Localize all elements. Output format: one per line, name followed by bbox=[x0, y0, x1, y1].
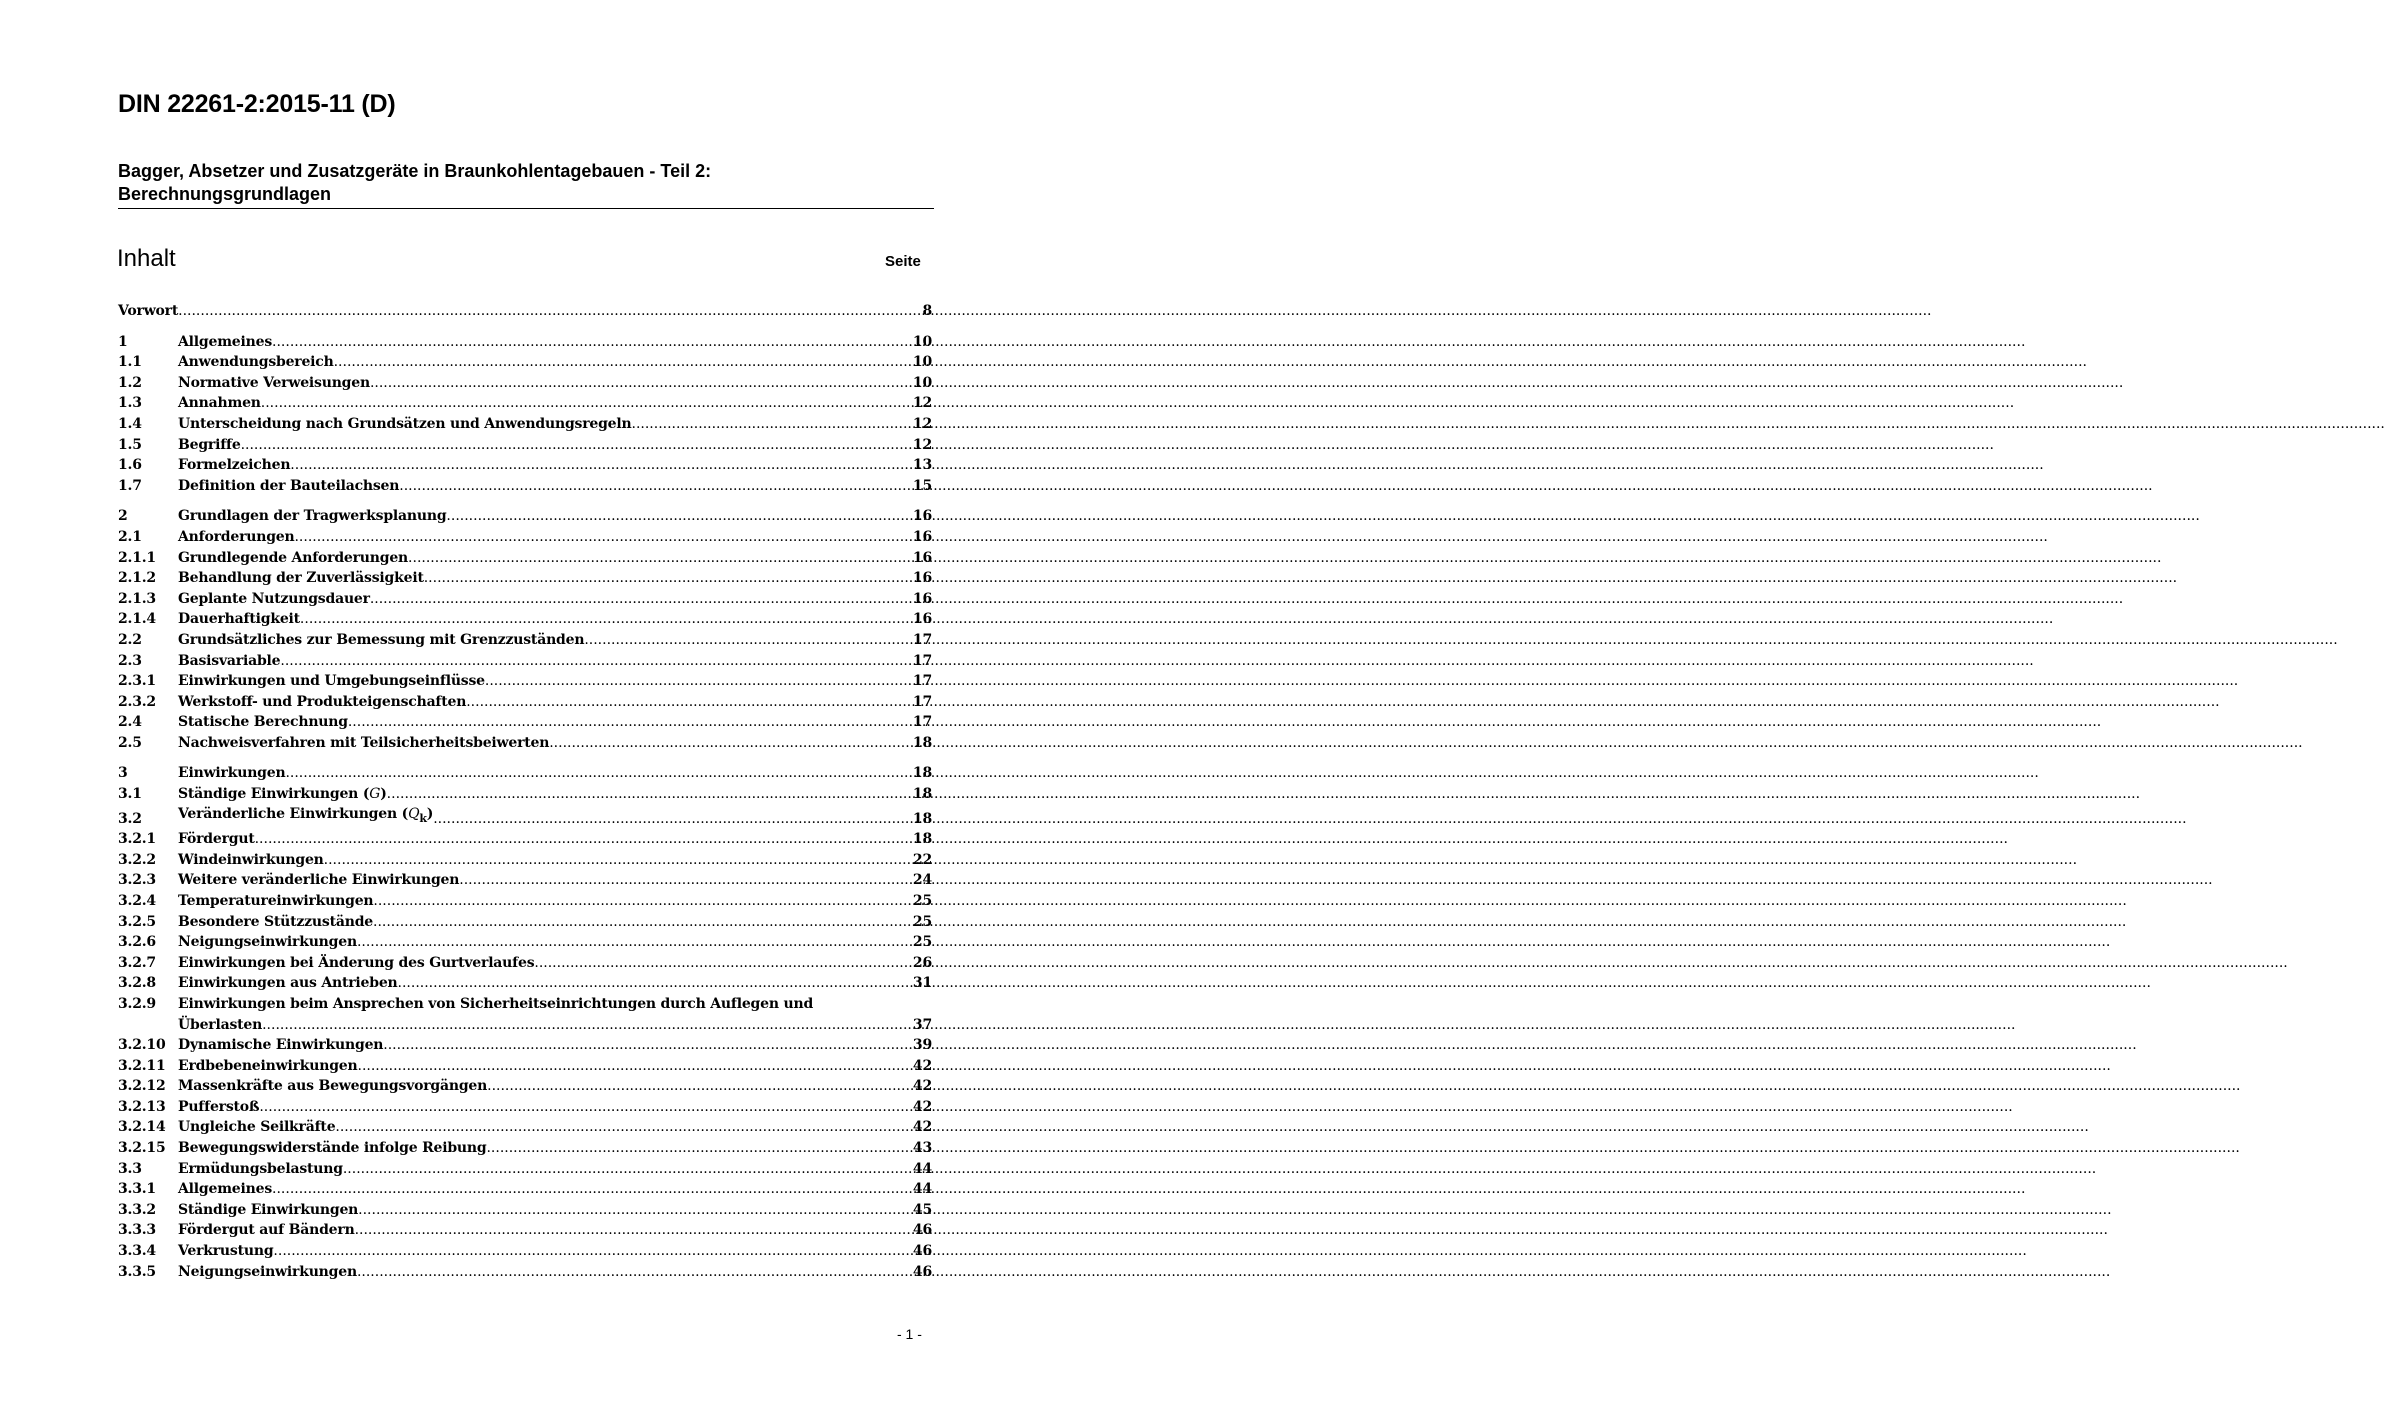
toc-entry-number: 3.2.4 bbox=[118, 892, 156, 909]
toc-leader bbox=[485, 671, 913, 692]
toc-entry-number: 3.2.3 bbox=[118, 872, 156, 889]
toc-entry-number: 2.4 bbox=[118, 714, 142, 731]
toc-entry-title: Basisvariable bbox=[178, 652, 281, 669]
toc-entry-page: 17 bbox=[912, 652, 932, 669]
toc-entry-title: Ermüdungsbelastung bbox=[178, 1160, 343, 1177]
document-title-line-1: Bagger, Absetzer und Zusatzgeräte in Braunkohlentagebauen - Teil 2: bbox=[118, 161, 712, 181]
toc-entry[interactable] bbox=[118, 692, 932, 713]
toc-entry-number: 3.2.5 bbox=[118, 913, 156, 930]
toc-entry-number: 2.1.2 bbox=[118, 570, 156, 587]
toc-entry-title-text: Veränderliche Einwirkungen ( bbox=[178, 805, 409, 822]
toc-entry-page: 17 bbox=[912, 673, 932, 690]
toc-entry-page: 37 bbox=[912, 1016, 932, 1033]
toc-entry-page: 16 bbox=[912, 611, 932, 628]
toc-entry-page: 42 bbox=[912, 1078, 932, 1095]
toc-entry-page: 16 bbox=[912, 590, 932, 607]
toc-entry-number: 3.3 bbox=[118, 1160, 142, 1177]
toc-entry[interactable] bbox=[118, 1200, 932, 1221]
toc-entry-number: 1 bbox=[118, 333, 128, 350]
toc-entry-number: 1.5 bbox=[118, 436, 142, 453]
toc-entry-title: Grundlegende Anforderungen bbox=[178, 549, 409, 566]
toc-entry[interactable] bbox=[118, 1262, 932, 1283]
toc-entry[interactable] bbox=[118, 994, 932, 1035]
toc-leader bbox=[294, 527, 912, 548]
toc-entry-title: Fördergut bbox=[178, 831, 255, 848]
toc-entry-page: 42 bbox=[912, 1119, 932, 1136]
toc-leader bbox=[259, 1097, 913, 1118]
toc-leader bbox=[399, 476, 913, 497]
toc-entry-title: Anwendungsbereich bbox=[178, 354, 334, 371]
toc-entry[interactable] bbox=[118, 568, 932, 589]
toc-entry-title: Grundlagen der Tragwerksplanung bbox=[178, 508, 447, 525]
toc-page-column-label: Seite bbox=[885, 253, 921, 270]
toc-entry-page: 46 bbox=[912, 1263, 932, 1280]
toc-leader bbox=[358, 1056, 913, 1077]
toc-entry-page: 42 bbox=[912, 1057, 932, 1074]
toc-entry-title: Allgemeines bbox=[178, 1181, 273, 1198]
toc-entry[interactable] bbox=[118, 630, 932, 651]
toc-entry-number: 1.6 bbox=[118, 457, 142, 474]
toc-entry-title: Annahmen bbox=[178, 395, 261, 412]
toc-entry-page: 44 bbox=[912, 1181, 932, 1198]
toc-entry-page: 26 bbox=[912, 954, 932, 971]
toc-entry-title: Besondere Stützzustände bbox=[178, 913, 373, 930]
toc-entry[interactable] bbox=[118, 912, 932, 933]
toc-leader bbox=[280, 651, 913, 672]
toc-entry-title: Ungleiche Seilkräfte bbox=[178, 1119, 336, 1136]
toc-entry-title: Temperatureinwirkungen bbox=[178, 892, 374, 909]
toc-entry[interactable] bbox=[118, 1179, 932, 1200]
toc-entry-page: 17 bbox=[912, 631, 932, 648]
toc-entry[interactable] bbox=[118, 435, 932, 456]
toc-entry-page: 25 bbox=[912, 892, 932, 909]
toc-entry-page: 13 bbox=[912, 457, 932, 474]
toc-entry[interactable] bbox=[118, 671, 932, 692]
toc-entry-title-continuation bbox=[178, 1015, 932, 1036]
toc-entry-title: Werkstoff- und Produkteigenschaften bbox=[178, 693, 467, 710]
toc-entry-number: 1.2 bbox=[118, 374, 142, 391]
toc-heading: Inhalt bbox=[117, 245, 176, 272]
toc-leader bbox=[262, 1015, 913, 1036]
toc-entry-number: 1.4 bbox=[118, 415, 142, 432]
toc-entry-title: Statische Berechnung bbox=[178, 714, 348, 731]
toc-leader bbox=[357, 1262, 913, 1283]
toc-leader bbox=[358, 1200, 913, 1221]
toc-entry-title: Ständige Einwirkungen bbox=[178, 1201, 359, 1218]
toc-entry-title: Anforderungen bbox=[178, 528, 295, 545]
toc-entry-title: Pufferstoß bbox=[178, 1098, 260, 1115]
toc-entry[interactable] bbox=[118, 870, 932, 891]
toc-leader bbox=[486, 1138, 912, 1159]
toc-entry-number: 2.1.3 bbox=[118, 590, 156, 607]
math-symbol-qk bbox=[408, 805, 427, 825]
toc-entry-page: 25 bbox=[912, 934, 932, 951]
math-symbol-g: G bbox=[369, 786, 381, 803]
toc-entry-page: 10 bbox=[912, 374, 932, 391]
toc-entry-title: Fördergut auf Bändern bbox=[178, 1222, 355, 1239]
toc-entry[interactable] bbox=[118, 712, 932, 733]
toc-entry-title: Erdbebeneinwirkungen bbox=[178, 1057, 358, 1074]
toc-entry-page: 46 bbox=[912, 1222, 932, 1239]
toc-entry[interactable] bbox=[118, 1035, 932, 1056]
toc-entry-number: 3.2.1 bbox=[118, 831, 156, 848]
toc-entry[interactable] bbox=[118, 1117, 932, 1138]
toc-entry-page: 12 bbox=[912, 415, 932, 432]
toc-entry-page: 18 bbox=[912, 786, 932, 803]
toc-entry-page: 12 bbox=[912, 395, 932, 412]
toc-entry-title: Neigungseinwirkungen bbox=[178, 1263, 357, 1280]
toc-entry-number: 3.3.2 bbox=[118, 1201, 156, 1218]
toc-leader bbox=[241, 435, 913, 456]
toc-entry[interactable] bbox=[118, 352, 932, 373]
toc-leader bbox=[334, 352, 913, 373]
toc-entry-title: Einwirkungen bei Änderung des Gurtverlaufes bbox=[178, 954, 535, 971]
document-title-line-2: Berechnungsgrundlagen bbox=[118, 184, 332, 204]
toc-entry-number: 2.1.1 bbox=[118, 549, 156, 566]
toc-entry-title-suffix: ) bbox=[426, 805, 434, 822]
toc-entry-page: 18 bbox=[912, 734, 932, 751]
toc-entry-number: 2 bbox=[118, 508, 128, 525]
toc-entry-number: 2.5 bbox=[118, 734, 142, 751]
toc-entry-title: Behandlung der Zuverlässigkeit bbox=[178, 570, 424, 587]
toc-entry[interactable] bbox=[118, 1241, 932, 1262]
toc-entry-number: 3.2.2 bbox=[118, 851, 156, 868]
toc-entry-vorwort[interactable] bbox=[118, 301, 932, 322]
toc-entry-page: 15 bbox=[912, 477, 932, 494]
toc-entry[interactable] bbox=[118, 805, 932, 830]
toc-leader bbox=[343, 1159, 913, 1180]
toc-entry-number: 3.2.12 bbox=[118, 1078, 166, 1095]
document-id: DIN 22261-2:2015-11 (D) bbox=[118, 90, 396, 118]
toc-leader bbox=[300, 609, 913, 630]
toc-entry[interactable] bbox=[118, 932, 932, 953]
toc-leader bbox=[433, 809, 913, 830]
toc-leader bbox=[335, 1117, 913, 1138]
toc-entry-page: 17 bbox=[912, 693, 932, 710]
toc-entry-page: 25 bbox=[912, 913, 932, 930]
toc-entry-number: 2.3.2 bbox=[118, 693, 156, 710]
toc-leader bbox=[178, 301, 922, 322]
toc-entry-page: 18 bbox=[912, 765, 932, 782]
toc-entry-title: Definition der Bauteilachsen bbox=[178, 477, 400, 494]
toc-leader bbox=[632, 414, 913, 435]
toc-entry-number: 3.2 bbox=[118, 810, 142, 827]
toc-entry-number: 3.2.7 bbox=[118, 954, 156, 971]
toc-entry-number: 3.3.5 bbox=[118, 1263, 156, 1280]
toc-entry-page: 16 bbox=[912, 549, 932, 566]
toc-entry-page: 24 bbox=[912, 872, 932, 889]
toc-leader bbox=[408, 548, 913, 569]
toc-entry-page: 31 bbox=[912, 975, 932, 992]
toc-entry-title: Normative Verweisungen bbox=[178, 374, 370, 391]
toc-leader bbox=[487, 1076, 913, 1097]
toc-entry[interactable] bbox=[118, 373, 932, 394]
toc-entry-page: 18 bbox=[912, 810, 932, 827]
toc-entry[interactable] bbox=[118, 651, 932, 672]
toc-entry-page: 44 bbox=[912, 1160, 932, 1177]
toc-leader bbox=[534, 953, 913, 974]
toc-leader bbox=[348, 712, 913, 733]
toc-leader bbox=[383, 1035, 913, 1056]
toc-entry-title: Bewegungswiderstände infolge Reibung bbox=[178, 1140, 487, 1157]
toc-entry[interactable] bbox=[118, 527, 932, 548]
toc-entry-number: 3.2.8 bbox=[118, 975, 156, 992]
toc-entry-number: 3.1 bbox=[118, 786, 142, 803]
toc-entry-number: 3 bbox=[118, 765, 128, 782]
toc-entry[interactable] bbox=[118, 829, 932, 850]
toc-leader bbox=[324, 850, 913, 871]
toc-leader bbox=[355, 1220, 913, 1241]
toc-entry-title-line-2: Überlasten bbox=[178, 1016, 263, 1033]
toc-leader bbox=[272, 332, 913, 353]
toc-entry[interactable] bbox=[118, 1056, 932, 1077]
page-number: - 1 - bbox=[897, 1326, 922, 1342]
toc-entry-title: Dauerhaftigkeit bbox=[178, 611, 300, 628]
toc-entry-page: 16 bbox=[912, 570, 932, 587]
toc-entry-page: 43 bbox=[912, 1140, 932, 1157]
toc-entry-number: 2.1 bbox=[118, 528, 142, 545]
toc-entry-page: 8 bbox=[922, 303, 932, 319]
toc-entry-page: 17 bbox=[912, 714, 932, 731]
toc-entry-number: 3.2.15 bbox=[118, 1140, 166, 1157]
toc-leader bbox=[584, 630, 913, 651]
toc-leader bbox=[285, 763, 912, 784]
toc-entry[interactable] bbox=[118, 1159, 932, 1180]
toc-leader bbox=[272, 1179, 913, 1200]
toc-entry-title: Dynamische Einwirkungen bbox=[178, 1037, 384, 1054]
toc-entry[interactable] bbox=[118, 953, 932, 974]
toc-entry[interactable] bbox=[118, 414, 932, 435]
document-title bbox=[118, 160, 934, 209]
toc-entry-label: Vorwort bbox=[118, 303, 179, 319]
toc-entry-page: 16 bbox=[912, 508, 932, 525]
table-of-contents bbox=[118, 301, 932, 1282]
toc-entry-number: 3.2.10 bbox=[118, 1037, 166, 1054]
toc-leader bbox=[370, 589, 913, 610]
toc-entry-title: Grundsätzliches zur Bemessung mit Grenzzuständen bbox=[178, 631, 585, 648]
toc-leader bbox=[370, 373, 913, 394]
toc-entry-number: 3.2.6 bbox=[118, 934, 156, 951]
toc-entry-page: 10 bbox=[912, 333, 932, 350]
toc-entry-number: 1.1 bbox=[118, 354, 142, 371]
toc-entry[interactable] bbox=[118, 891, 932, 912]
math-subscript-k: k bbox=[419, 811, 427, 825]
toc-leader bbox=[273, 1241, 912, 1262]
toc-leader bbox=[549, 733, 913, 754]
toc-entry-title: Neigungseinwirkungen bbox=[178, 934, 357, 951]
toc-entry-title: Verkrustung bbox=[178, 1243, 274, 1260]
toc-entry[interactable] bbox=[118, 589, 932, 610]
toc-entry-title: Massenkräfte aus Bewegungsvorgängen bbox=[178, 1078, 488, 1095]
toc-entry-number: 2.1.4 bbox=[118, 611, 156, 628]
toc-leader bbox=[459, 870, 913, 891]
toc-entry-title: Formelzeichen bbox=[178, 457, 291, 474]
toc-entry-page: 46 bbox=[912, 1243, 932, 1260]
toc-entry-page: 10 bbox=[912, 354, 932, 371]
toc-entry-title: Einwirkungen aus Antrieben bbox=[178, 975, 398, 992]
toc-entry-page: 22 bbox=[912, 851, 932, 868]
toc-entry-number: 3.3.1 bbox=[118, 1181, 156, 1198]
toc-entry-page: 12 bbox=[912, 436, 932, 453]
toc-leader bbox=[373, 891, 913, 912]
toc-entry-title: Weitere veränderliche Einwirkungen bbox=[178, 872, 460, 889]
toc-leader bbox=[357, 932, 913, 953]
toc-entry[interactable] bbox=[118, 548, 932, 569]
toc-leader bbox=[255, 829, 913, 850]
toc-entry[interactable] bbox=[118, 763, 932, 784]
toc-leader bbox=[466, 692, 913, 713]
toc-entry-number: 3.2.9 bbox=[118, 995, 156, 1012]
toc-entry-number: 3.3.3 bbox=[118, 1222, 156, 1239]
toc-entry-page: 42 bbox=[912, 1098, 932, 1115]
toc-entry-title: Allgemeines bbox=[178, 333, 273, 350]
toc-leader bbox=[290, 455, 913, 476]
toc-entry-title-suffix: ) bbox=[380, 786, 387, 803]
toc-entry-page: 16 bbox=[912, 528, 932, 545]
toc-entry-title: Unterscheidung nach Grundsätzen und Anwendungsregeln bbox=[178, 415, 632, 432]
toc-entry[interactable] bbox=[118, 1076, 932, 1097]
toc-leader bbox=[424, 568, 913, 589]
toc-leader bbox=[446, 506, 912, 527]
toc-entry[interactable] bbox=[118, 476, 932, 497]
toc-entry[interactable] bbox=[118, 1138, 932, 1159]
toc-entry-title bbox=[178, 784, 387, 805]
toc-entry[interactable] bbox=[118, 393, 932, 414]
toc-entry-number: 3.2.14 bbox=[118, 1119, 166, 1136]
toc-leader bbox=[261, 393, 913, 414]
toc-entry-page: 45 bbox=[912, 1201, 932, 1218]
toc-entry-title: Einwirkungen beim Ansprechen von Sicherheitseinrichtungen durch Auflegen und bbox=[178, 995, 814, 1012]
toc-entry-title: Windeinwirkungen bbox=[178, 851, 324, 868]
toc-entry[interactable] bbox=[118, 332, 932, 353]
toc-entry-number: 3.2.11 bbox=[118, 1057, 166, 1074]
toc-leader bbox=[398, 973, 913, 994]
toc-entry-number: 1.3 bbox=[118, 395, 142, 412]
toc-entry-title: Nachweisverfahren mit Teilsicherheitsbeiwerten bbox=[178, 734, 550, 751]
toc-entry-number: 3.3.4 bbox=[118, 1243, 156, 1260]
toc-entry-title: Einwirkungen bbox=[178, 765, 286, 782]
toc-entry[interactable] bbox=[118, 973, 932, 994]
toc-leader bbox=[387, 784, 913, 805]
toc-entry-title-text: Ständige Einwirkungen ( bbox=[178, 786, 370, 803]
toc-entry-title: Geplante Nutzungsdauer bbox=[178, 590, 370, 607]
toc-entry-page: 18 bbox=[912, 831, 932, 848]
toc-entry-number: 2.3.1 bbox=[118, 673, 156, 690]
math-symbol-q: Q bbox=[408, 805, 420, 822]
toc-entry[interactable] bbox=[118, 609, 932, 630]
toc-entry-title: Einwirkungen und Umgebungseinflüsse bbox=[178, 673, 485, 690]
toc-entry[interactable] bbox=[118, 455, 932, 476]
toc-entry[interactable] bbox=[118, 1220, 932, 1241]
toc-entry-title: Begriffe bbox=[178, 436, 241, 453]
toc-leader bbox=[373, 912, 913, 933]
toc-entry-number: 2.3 bbox=[118, 652, 142, 669]
toc-entry[interactable] bbox=[118, 1097, 932, 1118]
toc-entry-page: 39 bbox=[912, 1037, 932, 1054]
toc-entry-number: 3.2.13 bbox=[118, 1098, 166, 1115]
toc-entry-number: 2.2 bbox=[118, 631, 142, 648]
toc-entry[interactable] bbox=[118, 733, 932, 754]
toc-entry-title bbox=[178, 804, 433, 829]
toc-entry[interactable] bbox=[118, 506, 932, 527]
toc-entry-number: 1.7 bbox=[118, 477, 142, 494]
toc-entry[interactable] bbox=[118, 850, 932, 871]
toc-entry[interactable] bbox=[118, 784, 932, 805]
